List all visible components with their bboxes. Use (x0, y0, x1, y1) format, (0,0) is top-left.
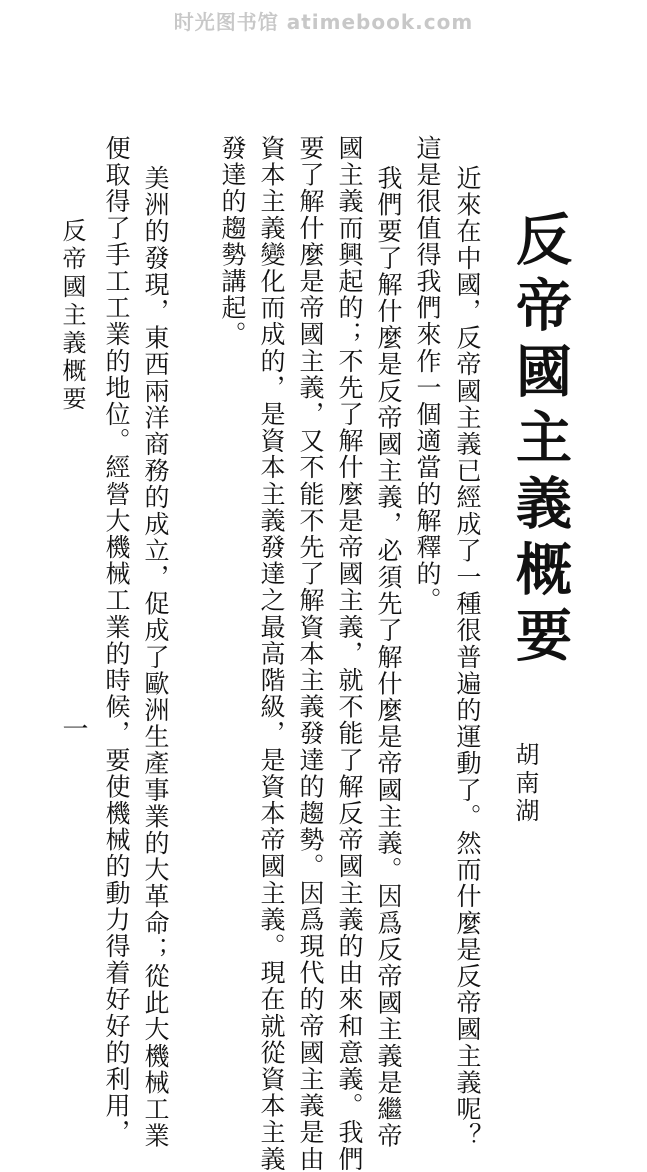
watermark: 时光图书馆 atimebook.com (173, 10, 474, 34)
text-column: 近來在中國，反帝國主義已經成了一種很普遍的運動了。然而什麼是反帝國主義呢？ (453, 165, 482, 1150)
author-name: 胡南湖 (511, 742, 539, 826)
text-column: 要了解什麼是帝國主義，又不能不先了解資本主義發達的趨勢。因爲現代的帝國主義是由 (296, 135, 325, 1172)
text-column: 美洲的發現，東西兩洋商務的成立，促成了歐洲生產事業的大革命；從此大機械工業 (141, 165, 170, 1150)
text-column: 這是很值得我們來作一個適當的解釋的。 (413, 135, 442, 614)
page-number: 一 (58, 715, 88, 741)
page-title: 反帝國主義概要 (507, 210, 573, 672)
text-column: 發達的趨勢講起。 (218, 135, 247, 348)
running-title: 反帝國主義概要 (58, 218, 86, 414)
text-column: 我們要了解什麼是反帝國主義，必須先了解什麼是帝國主義。因爲反帝國主義是繼帝 (374, 165, 403, 1150)
text-column: 資本主義變化而成的，是資本主義發達之最高階級，是資本帝國主義。現在就從資本主義 (257, 135, 286, 1172)
text-column: 國主義而興起的；不先了解什麼是帝國主義，就不能了解反帝國主義的由來和意義。我們 (335, 135, 364, 1172)
text-column: 便取得了手工工業的地位。經營大機械工業的時候，要使機械的動力得着好好的利用， (102, 135, 131, 1146)
